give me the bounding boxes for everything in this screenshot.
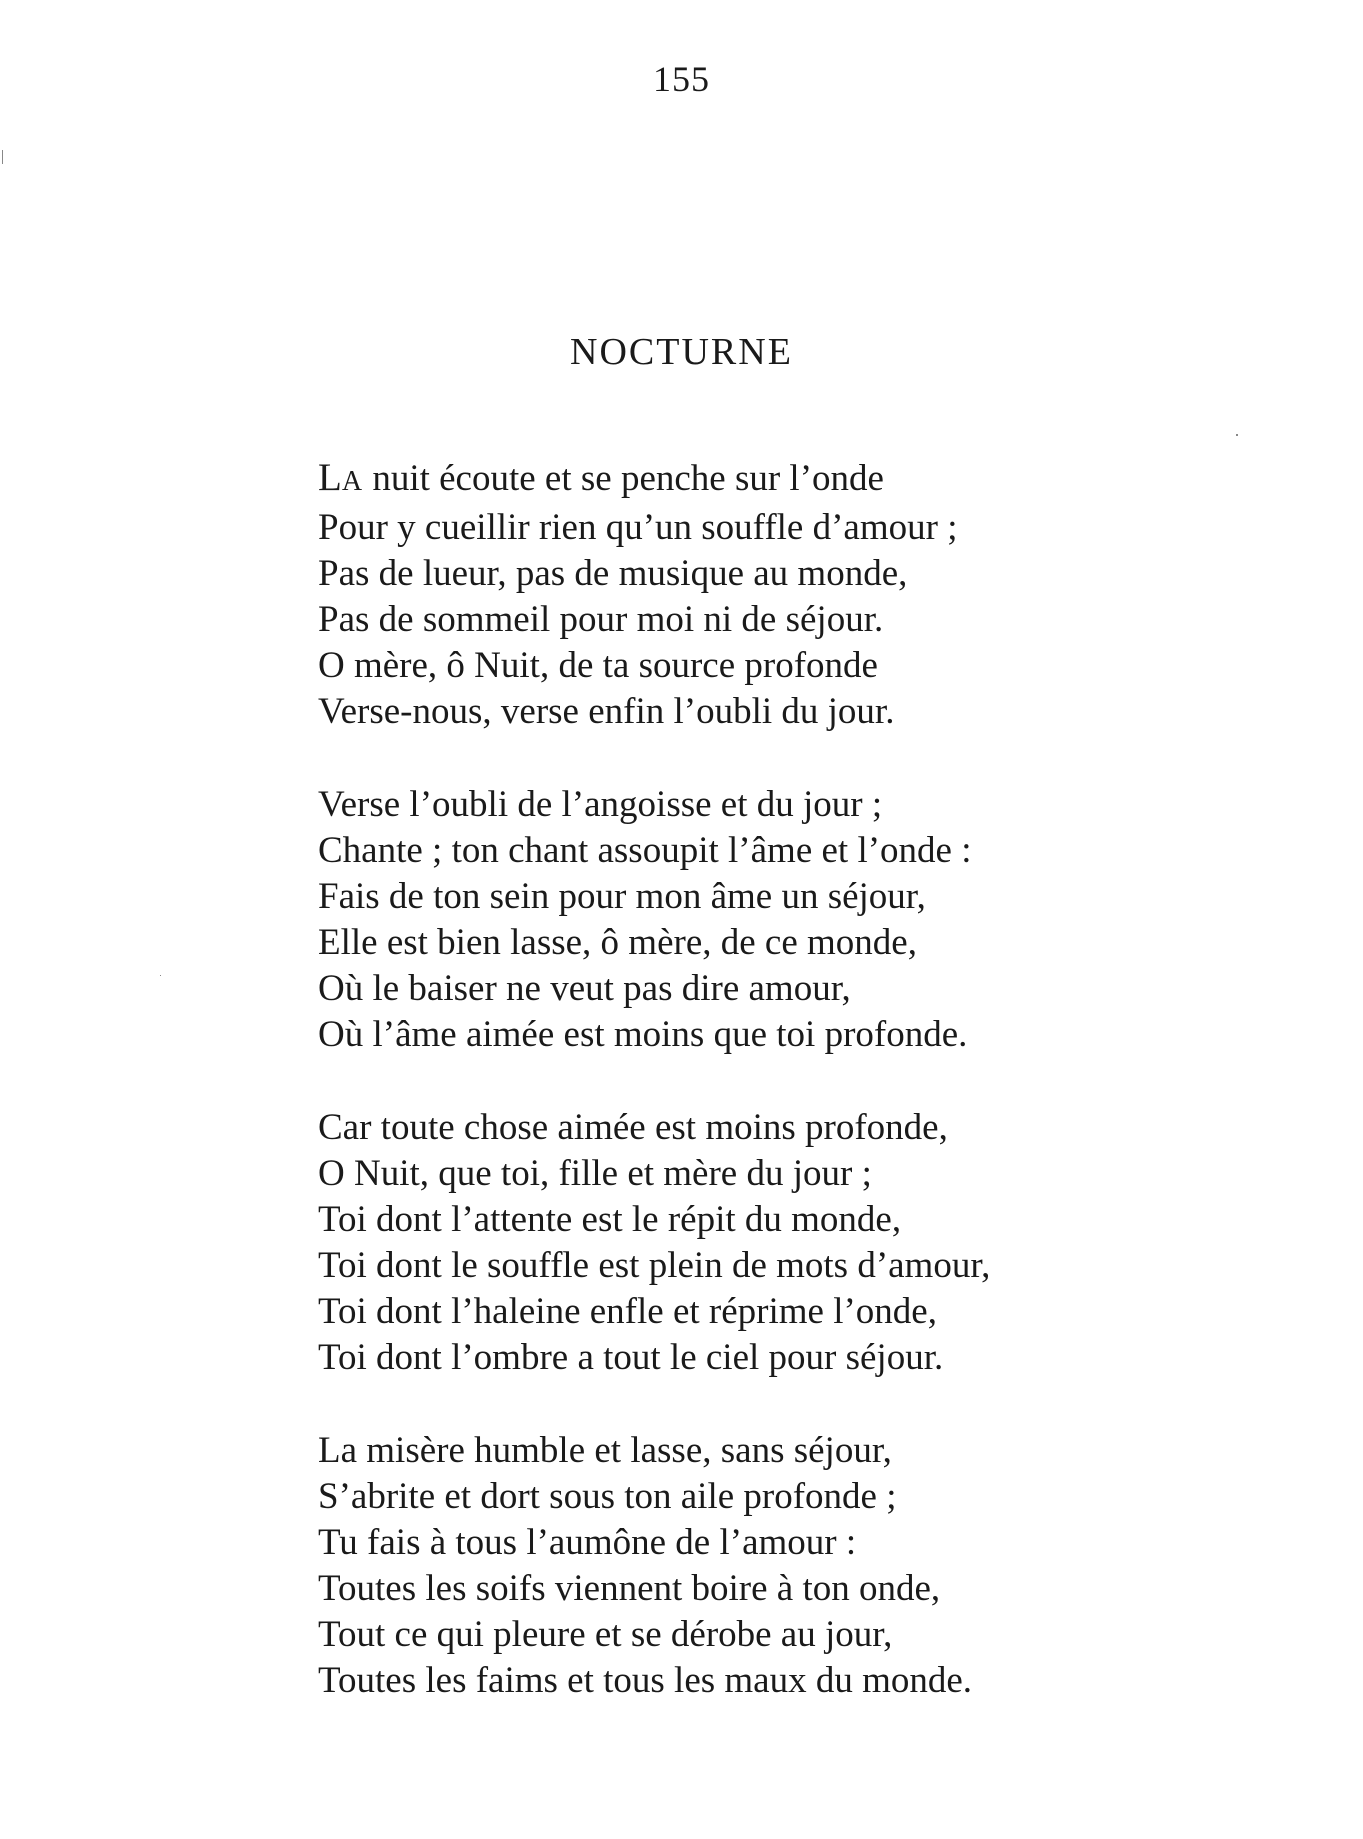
verse-line: Car toute chose aimée est moins profonde, [318, 1107, 948, 1148]
poem-body [318, 455, 1318, 1751]
verse-line: Toi dont l’attente est le répit du monde, [318, 1199, 902, 1240]
verse-line: Toi dont le souffle est plein de mots d’amour, [318, 1245, 991, 1286]
verse-line: Où l’âme aimée est moins que toi profonde. [318, 1014, 968, 1055]
verse-line: Toi dont l’haleine enfle et réprime l’onde, [318, 1291, 937, 1332]
verse-line: Pas de sommeil pour moi ni de séjour. [318, 599, 884, 640]
verse-line: La misère humble et lasse, sans séjour, [318, 1430, 892, 1471]
stanza-2 [318, 782, 1318, 1058]
scan-speck [1236, 434, 1238, 436]
verse-line: Toi dont l’ombre a tout le ciel pour séjour. [318, 1337, 944, 1378]
verse-line: Pas de lueur, pas de musique au monde, [318, 553, 908, 594]
verse-line: S’abrite et dort sous ton aile profonde ; [318, 1476, 897, 1517]
verse-line: Toutes les soifs viennent boire à ton onde, [318, 1568, 941, 1609]
verse-line: Verse l’oubli de l’angoisse et du jour ; [318, 784, 883, 825]
verse-line: O Nuit, que toi, fille et mère du jour ; [318, 1153, 872, 1194]
page-number: 155 [653, 59, 710, 99]
scan-speck [2, 150, 3, 164]
verse-line: Verse-nous, verse enfin l’oubli du jour. [318, 691, 895, 732]
verse-line: Pour y cueillir rien qu’un souffle d’amour ; [318, 507, 958, 548]
verse-line: Tout ce qui pleure et se dérobe au jour, [318, 1614, 893, 1655]
poem-title: NOCTURNE [570, 331, 793, 373]
stanza-3 [318, 1105, 1318, 1381]
verse-line: LA nuit écoute et se penche sur l’onde [318, 456, 884, 499]
verse-line: Tu fais à tous l’aumône de l’amour : [318, 1522, 857, 1563]
verse-line: Où le baiser ne veut pas dire amour, [318, 968, 851, 1009]
verse-line: Fais de ton sein pour mon âme un séjour, [318, 876, 926, 917]
scan-speck [160, 975, 161, 976]
verse-line: Elle est bien lasse, ô mère, de ce monde, [318, 922, 917, 963]
stanza-1 [318, 455, 1318, 735]
verse-line: Toutes les faims et tous les maux du monde. [318, 1660, 973, 1701]
verse-line: Chante ; ton chant assoupit l’âme et l’onde : [318, 830, 972, 871]
verse-line: O mère, ô Nuit, de ta source profonde [318, 645, 878, 686]
stanza-4 [318, 1428, 1318, 1704]
